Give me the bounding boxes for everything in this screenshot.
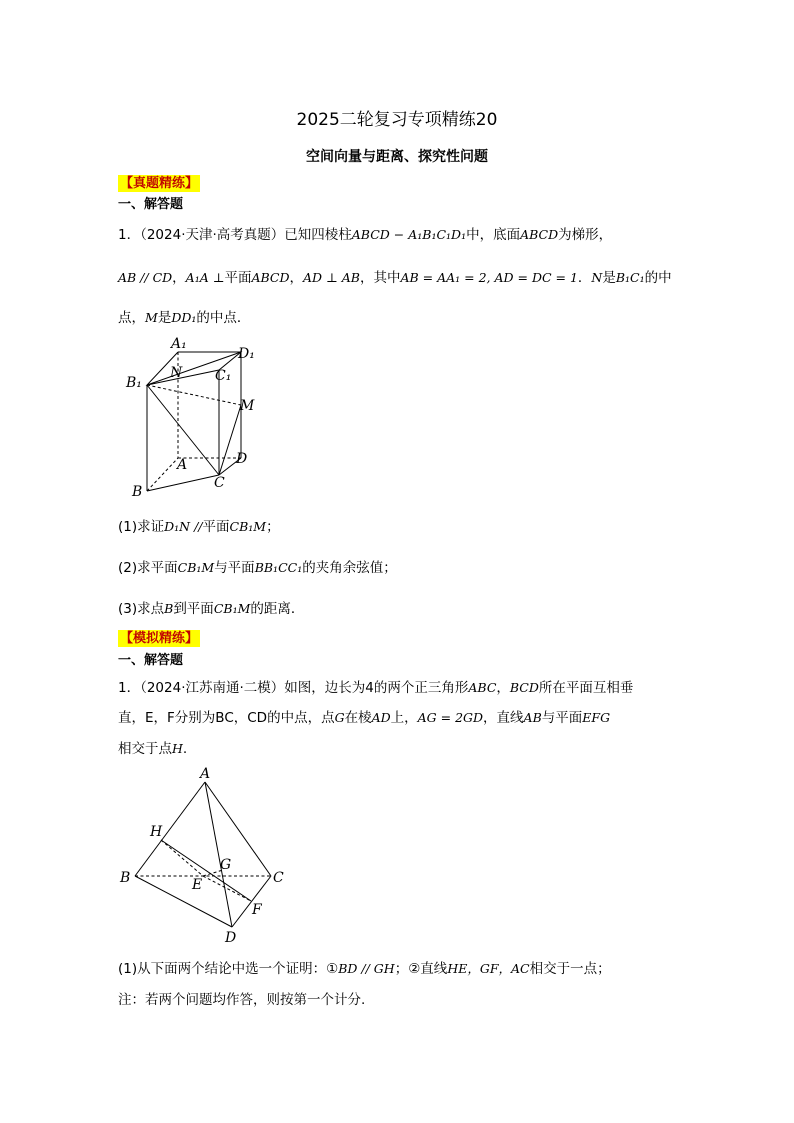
text: 在棱	[344, 710, 372, 726]
label-B: B	[120, 870, 131, 886]
math: AB	[523, 710, 542, 725]
math: HE，GF，AC	[447, 961, 530, 976]
text: ，	[496, 680, 510, 696]
text: ，其中	[359, 270, 401, 286]
text: 直，E，F分别为BC，CD的中点，点	[118, 710, 335, 726]
math: AG = 2GD	[417, 710, 484, 725]
text: .	[182, 741, 188, 757]
label-C: C	[214, 475, 225, 491]
text: 到平面	[173, 601, 214, 617]
label-D: D	[236, 451, 248, 467]
text: 所在平面互相垂	[538, 680, 634, 696]
document-title: 2025二轮复习专项精练20	[296, 110, 498, 130]
math: AD	[371, 710, 391, 725]
edge-BC	[147, 475, 219, 491]
text: (1)从下面两个结论中选一个证明：①	[118, 961, 339, 977]
label-N: N	[170, 365, 183, 381]
math: CB₁M	[229, 519, 267, 534]
edge-BD	[135, 876, 232, 927]
text: (1)求证	[118, 519, 165, 535]
math: CB₁M	[177, 560, 215, 575]
math: H	[172, 741, 183, 756]
text: 与平面	[214, 560, 255, 576]
edge-AC	[205, 782, 271, 876]
math: AB = AA₁ = 2, AD = DC = 1	[400, 270, 578, 285]
math: B	[164, 601, 174, 616]
label-A: A	[200, 766, 211, 782]
sub-question-2	[118, 556, 397, 576]
edge-AD	[205, 782, 232, 927]
edge-AB	[135, 782, 205, 876]
text: 中，底面	[466, 227, 521, 243]
math: DD₁	[171, 310, 197, 325]
text: ；	[266, 519, 280, 535]
math: A₁A ⊥	[185, 270, 225, 285]
text: (2)求平面	[118, 560, 178, 576]
math: BD // GH	[338, 961, 395, 976]
label-D1: D₁	[238, 346, 255, 362]
math: BB₁CC₁	[254, 560, 303, 575]
text: 的中点．	[196, 310, 251, 326]
label-H: H	[150, 824, 163, 840]
text: 相交于一点；	[529, 961, 611, 977]
text: 相交于点	[118, 741, 172, 757]
sub-question-2-1	[118, 957, 611, 977]
math: CB₁M	[213, 601, 251, 616]
section-heading: 一、解答题	[118, 197, 184, 212]
math: ABCD − A₁B₁C₁D₁	[351, 227, 467, 242]
label-A: A	[177, 457, 188, 473]
math: AB // CD	[118, 270, 173, 285]
question-1-line-2	[118, 266, 672, 286]
math: G	[334, 710, 345, 725]
text: 平面	[202, 519, 230, 535]
text: 1．（2024·天津·高考真题）已知四棱柱	[118, 227, 352, 243]
text: (3)求点	[118, 601, 165, 617]
question-1-line-1	[118, 223, 612, 243]
text: 是	[157, 310, 172, 326]
text: 为梯形，	[558, 227, 613, 243]
math: AD ⊥ AB	[303, 270, 360, 285]
math: D₁N //	[164, 519, 203, 534]
math: EFG	[582, 710, 611, 725]
text: ，	[172, 270, 186, 286]
label-E: E	[192, 877, 203, 893]
text: ，直线	[483, 710, 524, 726]
label-B: B	[132, 484, 143, 500]
hidden-segment-HE	[161, 840, 203, 876]
section-tag-label: 【真题精练】	[120, 176, 199, 191]
hidden-edge-AB	[147, 458, 178, 491]
label-A1: A₁	[171, 336, 187, 352]
question-2-line-3	[118, 737, 187, 757]
label-C1: C₁	[215, 368, 232, 384]
text: 平面	[224, 270, 252, 286]
label-C: C	[273, 870, 284, 886]
math: M	[145, 310, 158, 325]
math: ABCD	[251, 270, 290, 285]
label-B1: B₁	[126, 375, 142, 391]
math: ABCD	[520, 227, 559, 242]
label-M: M	[240, 398, 255, 414]
math: BCD	[509, 680, 539, 695]
text: 1．（2024·江苏南通·二模）如图，边长为4的两个正三角形	[118, 680, 469, 696]
text: 的夹角余弦值；	[302, 560, 397, 576]
math: ABC	[468, 680, 497, 695]
text: ；②直线	[394, 961, 448, 977]
label-F: F	[252, 902, 262, 918]
section-tag-label: 【模拟精练】	[120, 631, 199, 646]
sub-question-3	[118, 597, 304, 617]
text: 点，	[118, 310, 145, 326]
section-heading: 一、解答题	[118, 653, 184, 668]
document-subtitle: 空间向量与距离、探究性问题	[306, 149, 488, 165]
text: ．	[577, 270, 592, 286]
section-tag-mock-exam	[118, 627, 200, 646]
math: N	[591, 270, 603, 285]
math: B₁C₁	[615, 270, 645, 285]
tetrahedron-figure	[118, 762, 298, 947]
label-D: D	[225, 930, 237, 946]
label-G: G	[220, 857, 232, 873]
prism-figure	[118, 334, 268, 504]
question-1-line-3	[118, 306, 250, 326]
text: 是	[602, 270, 616, 286]
section-tag-real-exam	[118, 172, 200, 191]
text: 与平面	[541, 710, 583, 726]
grading-note: 注：若两个问题均作答，则按第一个计分.	[118, 992, 366, 1008]
text: 上，	[390, 710, 418, 726]
text: 的中	[644, 270, 672, 286]
question-2-line-1	[118, 676, 633, 696]
segment-HF	[161, 840, 251, 901]
text: 的距离．	[250, 601, 305, 617]
question-2-line-2	[118, 706, 610, 726]
hidden-segment-EF	[203, 876, 251, 901]
sub-question-1	[118, 515, 280, 535]
text: ，	[289, 270, 303, 286]
